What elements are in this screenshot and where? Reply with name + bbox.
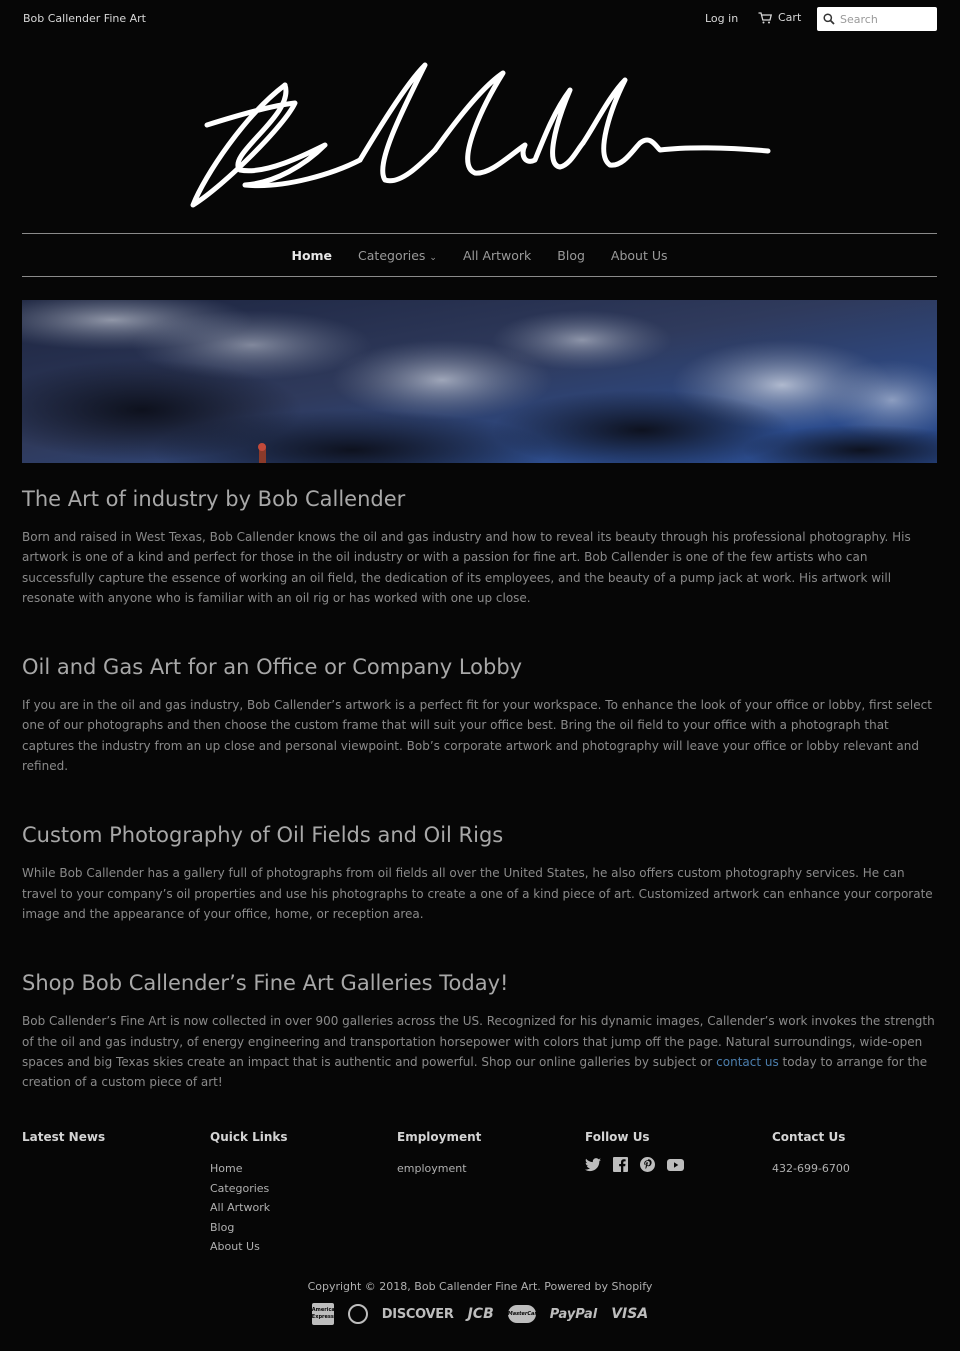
footer-heading: Latest News [22, 1130, 106, 1144]
footer-heading: Employment [397, 1130, 482, 1144]
cart-label: Cart [778, 11, 802, 24]
search-box[interactable] [817, 7, 937, 31]
footer-link-about-us[interactable]: About Us [210, 1240, 260, 1253]
hero-storm-image [22, 300, 937, 463]
nav-item-all-artwork[interactable]: All Artwork [462, 247, 532, 263]
content-section [22, 968, 937, 1092]
nav-item-about-us[interactable]: About Us [610, 247, 668, 263]
footer-latest-news [22, 1130, 105, 1159]
footer-employment [397, 1130, 481, 1179]
footer-link-all-artwork[interactable]: All Artwork [210, 1201, 271, 1214]
footer-quick-links [210, 1130, 288, 1257]
diners-club-icon [348, 1304, 368, 1324]
nav-item-categories[interactable] [358, 248, 437, 263]
footer-contact-us [772, 1130, 850, 1179]
chevron-down-icon: ⌄ [429, 252, 437, 263]
main-nav [22, 233, 937, 277]
cart-icon [758, 12, 772, 24]
cart-link[interactable] [758, 11, 801, 24]
section-body [22, 1011, 937, 1092]
contact-phone: 432-699-6700 [772, 1162, 850, 1175]
search-icon[interactable] [823, 13, 835, 25]
content-section [22, 484, 937, 608]
footer-link-blog[interactable]: Blog [210, 1220, 235, 1234]
footer-link-home[interactable]: Home [210, 1162, 243, 1175]
twitter-icon[interactable] [585, 1157, 601, 1176]
footer-heading: Follow Us [585, 1130, 650, 1144]
nav-item-home[interactable]: Home [291, 247, 333, 263]
main-content [22, 484, 937, 1136]
section-heading: Oil and Gas Art for an Office or Company Lobby [22, 655, 523, 680]
payment-icons [300, 1303, 660, 1325]
footer-heading: Quick Links [210, 1130, 288, 1144]
copyright: Copyright © 2018, Bob Callender Fine Art. Powered by Shopify [307, 1280, 653, 1293]
section-heading: Shop Bob Callender’s Fine Art Galleries Today! [22, 971, 509, 996]
footer-link-categories[interactable]: Categories [210, 1181, 270, 1195]
login-link[interactable]: Log in [705, 12, 739, 25]
signature-logo-image [185, 55, 775, 220]
nav-item-categories-label: Categories [358, 247, 426, 263]
footer-heading: Contact Us [772, 1130, 846, 1144]
youtube-icon[interactable] [667, 1157, 684, 1176]
section-body: If you are in the oil and gas industry, Bob Callender’s artwork is a perfect fit for your workspace. To enhance the look of your office or lobby, first select one of our photographs and then choose the custom frame that will suit your office best. Bring the oil field to your office with a photograph that captures the industry from an up close and personal viewpoint. Bob’s corporate artwork and photography will leave your office or lobby relevant and refined. [22, 698, 932, 774]
section-heading: Custom Photography of Oil Fields and Oil Rigs [22, 823, 504, 848]
section-body-text: today to arrange for the creation of a custom piece of art! [22, 1054, 928, 1090]
section-body: Born and raised in West Texas, Bob Callender knows the oil and gas industry and how to reveal its beauty through his professional photography. His artwork is one of a kind and perfect for those in the oil industry or with a passion for fine art. Bob Callender is one of the few artists who can successfully capture the essence of working an oil field, the dedication of its employees, and the beauty of a pump jack at work. His artwork will resonate with anyone who is familiar with an oil rig or has worked with one up close. [22, 530, 911, 605]
shop-name-link[interactable]: Bob Callender Fine Art [23, 12, 146, 25]
visa-icon: VISA [611, 1306, 649, 1322]
pinterest-icon[interactable] [640, 1157, 655, 1176]
paypal-icon: PayPal [549, 1306, 598, 1322]
content-section [22, 820, 937, 924]
discover-icon: DISCOVER [381, 1306, 454, 1322]
section-body: While Bob Callender has a gallery full of photographs from oil fields all over the United States, he also offers custom photography services. He can travel to your company’s oil properties and use his photographs to create a one of a kind piece of art. Customized artwork can enhance your corporate image and the appearance of your office, home, or reception area. [22, 866, 933, 921]
facebook-icon[interactable] [613, 1157, 628, 1176]
footer-follow-us [585, 1130, 684, 1176]
signature-logo[interactable] [185, 55, 775, 220]
top-bar [0, 0, 960, 38]
section-heading: The Art of industry by Bob Callender [22, 487, 406, 511]
hero-banner [22, 300, 937, 463]
mastercard-icon: MasterCard [508, 1305, 536, 1323]
amex-icon: American Express [312, 1303, 334, 1325]
section-body-text: Bob Callender’s Fine Art is now collected in over 900 galleries across the US. Recognized for his dynamic images, Callender’s work invokes the strength of the oil and gas industry, of energy engineering and transportation horsepower with colors that jump off the page. Natural surroundings, wide-open spaces and big Texas skies create an impact that is authentic and powerful. Shop our online galleries by subject or [22, 1014, 935, 1069]
jcb-icon: JCB [467, 1306, 494, 1322]
search-input[interactable] [840, 13, 930, 26]
nav-item-blog[interactable]: Blog [557, 247, 585, 263]
footer-link-employment[interactable]: employment [397, 1162, 467, 1175]
content-section [22, 652, 937, 776]
contact-us-link[interactable]: contact us [716, 1054, 779, 1069]
